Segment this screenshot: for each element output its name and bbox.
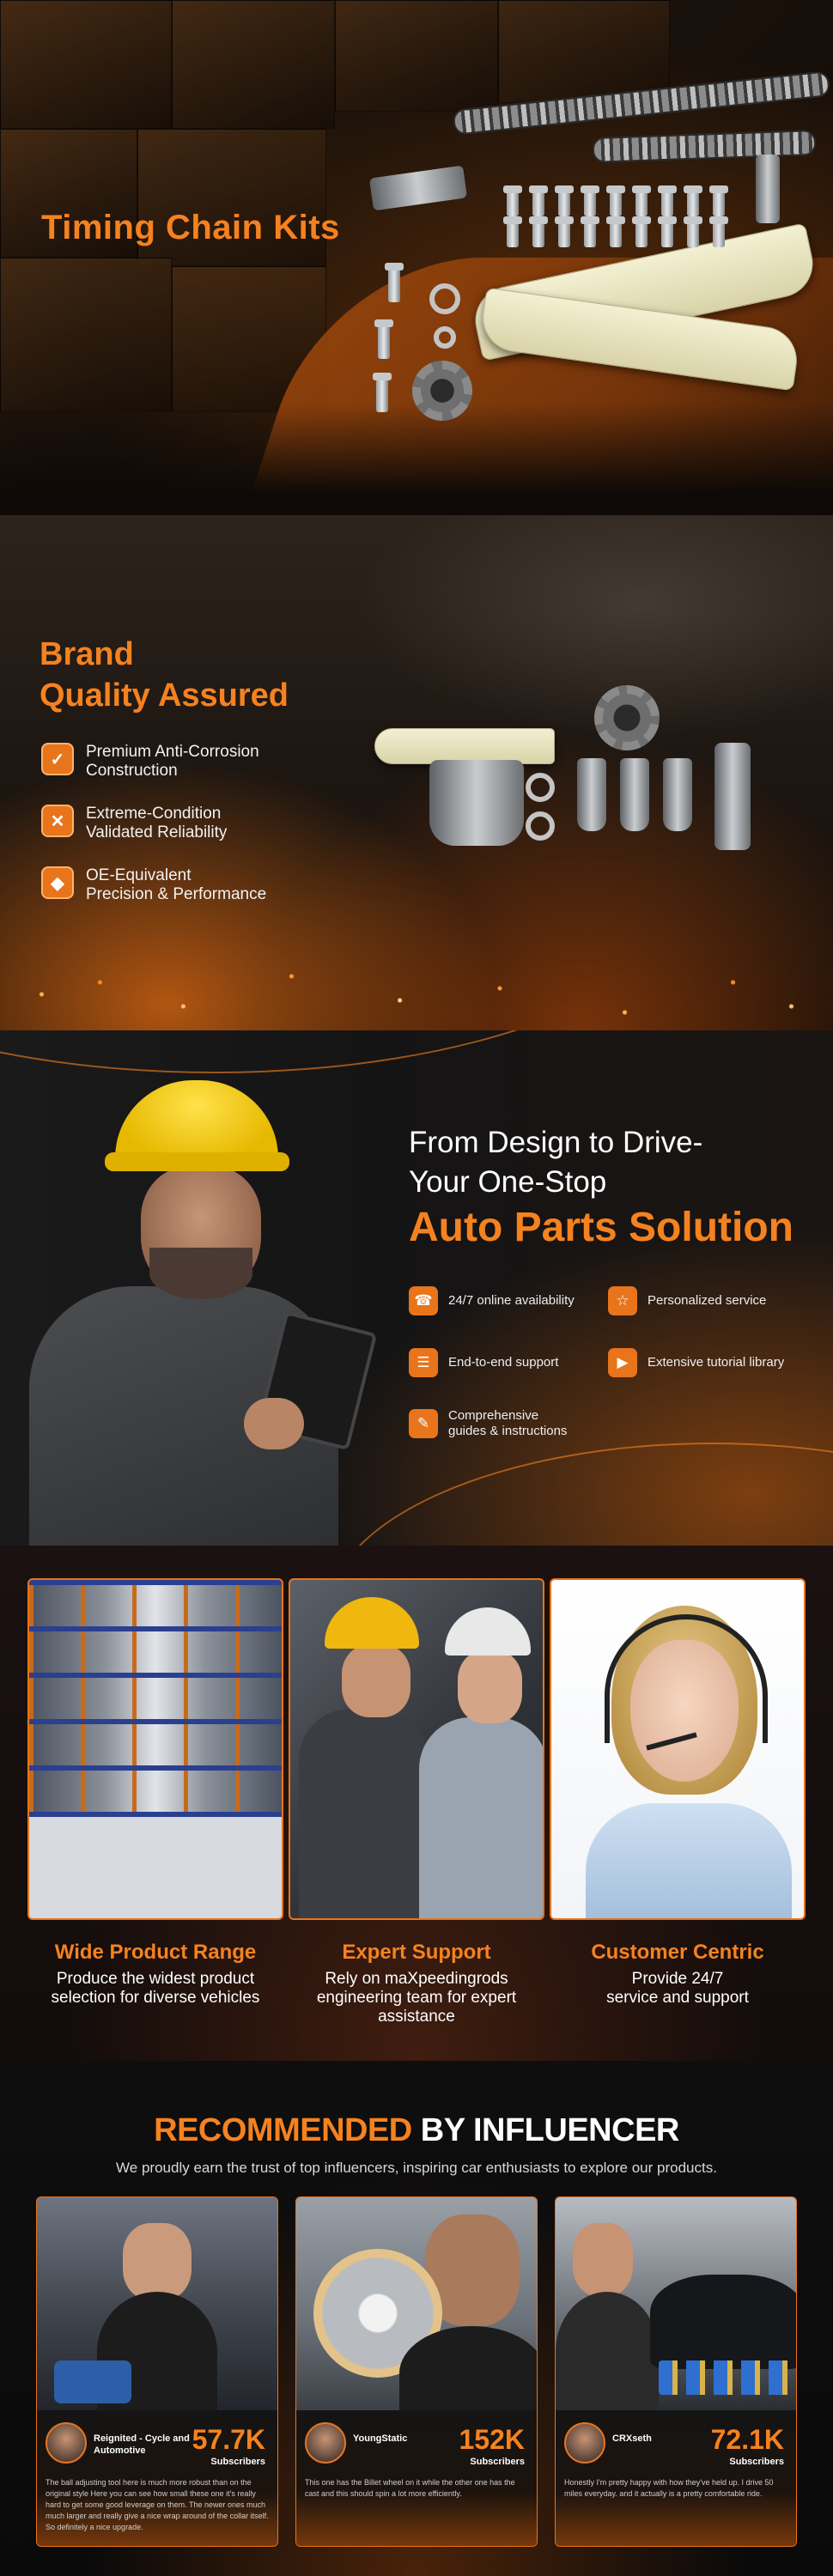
influencer-name: YoungStatic <box>353 2433 408 2444</box>
card-desc-line2: selection for diverse vehicles <box>51 1989 260 2007</box>
feature-line2: Validated Reliability <box>86 823 228 841</box>
card-desc-line1: Produce the widest product <box>56 1970 255 1988</box>
card-desc-line2: engineering team for expert <box>316 1989 517 2007</box>
influencer-info <box>296 2410 537 2547</box>
brand-section <box>0 515 833 1030</box>
guide-edit-icon: ✎ <box>409 1409 438 1438</box>
service-tutorial-library <box>608 1348 784 1377</box>
decorative-arc-2 <box>326 1443 833 1546</box>
star-icon: ☆ <box>608 1286 637 1315</box>
service-label <box>448 1408 567 1439</box>
influencer-video-thumbnail[interactable] <box>37 2197 277 2410</box>
engine-background <box>352 515 833 738</box>
tools-icon: ✕ <box>41 805 74 837</box>
avatar <box>46 2422 87 2464</box>
washer-image <box>429 283 460 314</box>
influencer-title <box>0 2112 833 2149</box>
engineers-photo <box>289 1578 544 1920</box>
feature-anti-corrosion <box>41 743 309 781</box>
influencer-section <box>0 2061 833 2576</box>
one-stop-title-line1: From Design to Drive- <box>409 1126 703 1159</box>
service-label: Personalized service <box>648 1293 767 1308</box>
influencer-info <box>37 2410 277 2547</box>
washer-image-2 <box>434 326 456 349</box>
subscriber-count: 57.7K <box>192 2424 265 2455</box>
influencer-subtitle: We proudly earn the trust of top influencers, inspiring car enthusiasts to explore our products. <box>116 2160 717 2176</box>
feature-text <box>86 866 309 904</box>
card-desc-product-range <box>27 1970 283 2008</box>
brand-title <box>40 634 289 716</box>
card-title-product-range: Wide Product Range <box>54 1941 257 1964</box>
subscriber-label: Subscribers <box>470 2457 525 2467</box>
one-stop-section <box>0 1030 833 1546</box>
influencer-info <box>556 2410 796 2547</box>
avatar <box>564 2422 605 2464</box>
worker-photo <box>12 1063 373 1546</box>
service-guides <box>409 1408 567 1439</box>
service-personalized <box>608 1286 766 1315</box>
service-online-availability <box>409 1286 575 1315</box>
feature-line2: Precision & Performance <box>86 885 267 903</box>
card-desc-line3: assistance <box>378 2008 455 2026</box>
badge-check-icon: ◆ <box>41 866 74 899</box>
headset-icon: ☎ <box>409 1286 438 1315</box>
one-stop-title <box>409 1123 793 1254</box>
influencer-title-accent: RECOMMENDED <box>154 2112 412 2148</box>
influencer-card-youngstatic[interactable] <box>295 2196 538 2547</box>
influencer-quote: The ball adjusting tool here is much more robust than on the original style Here you can see how small these one it's really hard to get some good leverage on them. The newer ones much much larger and really give a nice wrap around of the collar itself. So definitely a nice upgrade. <box>46 2478 269 2531</box>
feature-line1: Extreme-Condition <box>86 805 222 823</box>
influencer-card-crxseth[interactable] <box>555 2196 797 2547</box>
subscriber-label: Subscribers <box>210 2457 265 2467</box>
influencer-video-thumbnail[interactable] <box>556 2197 796 2410</box>
one-stop-title-accent: Auto Parts Solution <box>409 1205 793 1250</box>
feature-line2: Construction <box>86 762 178 780</box>
video-library-icon: ▶ <box>608 1348 637 1377</box>
subscriber-count: 152K <box>459 2424 525 2455</box>
hero-shade <box>0 404 833 515</box>
service-label-line1: Comprehensive <box>448 1408 539 1423</box>
hero-title: Timing Chain Kits <box>41 209 340 246</box>
card-title-expert-support: Expert Support <box>342 1941 491 1964</box>
influencer-title-rest: BY INFLUENCER <box>411 2112 679 2148</box>
sparks-decoration <box>0 910 833 1030</box>
subscriber-count: 72.1K <box>710 2424 784 2455</box>
influencer-name: Reignited - Cycle and Automotive <box>94 2433 190 2456</box>
card-desc-customer-centric <box>550 1970 806 2008</box>
brand-title-line1: Brand <box>40 636 134 672</box>
influencer-video-thumbnail[interactable] <box>296 2197 537 2410</box>
brand-title-line2: Quality Assured <box>40 677 289 714</box>
influencer-quote: Honestly I'm pretty happy with how they've held up. I drive 50 miles everyday. and it actually is a pretty comfortable ride. <box>564 2478 774 2498</box>
value-cards-section <box>0 1546 833 2061</box>
warehouse-photo <box>27 1578 283 1920</box>
card-desc-line1: Rely on maXpeedingrods <box>325 1970 508 1988</box>
card-desc-line1: Provide 24/7 <box>631 1970 724 1988</box>
service-end-to-end <box>409 1348 558 1377</box>
feature-oe-equivalent <box>41 866 309 904</box>
influencer-name: CRXseth <box>612 2433 652 2444</box>
feature-extreme-condition <box>41 805 309 842</box>
subscriber-label: Subscribers <box>729 2457 784 2467</box>
hero-section <box>0 0 833 515</box>
feature-text <box>86 805 309 842</box>
shield-check-icon: ✓ <box>41 743 74 775</box>
tensioner-image <box>756 155 780 223</box>
one-stop-title-line2: Your One-Stop <box>409 1165 607 1199</box>
card-title-customer-centric: Customer Centric <box>591 1941 764 1964</box>
card-desc-line2: service and support <box>606 1989 749 2007</box>
service-label: 24/7 online availability <box>448 1293 575 1308</box>
support-agent-photo <box>550 1578 806 1920</box>
feature-line1: OE-Equivalent <box>86 866 192 884</box>
avatar <box>305 2422 346 2464</box>
influencer-quote: This one has the Billet wheel on it while the other one has the cast and this should spin a lot more efficiently. <box>305 2478 515 2498</box>
feature-text <box>86 743 309 781</box>
sprocket-image <box>412 361 472 421</box>
feature-line1: Premium Anti-Corrosion <box>86 743 259 761</box>
document-list-icon: ☰ <box>409 1348 438 1377</box>
service-label: Extensive tutorial library <box>648 1355 785 1370</box>
influencer-card-reignited[interactable] <box>36 2196 278 2547</box>
card-desc-expert-support <box>289 1970 544 2026</box>
service-label-line2: guides & instructions <box>448 1424 568 1438</box>
service-label: End-to-end support <box>448 1355 559 1370</box>
